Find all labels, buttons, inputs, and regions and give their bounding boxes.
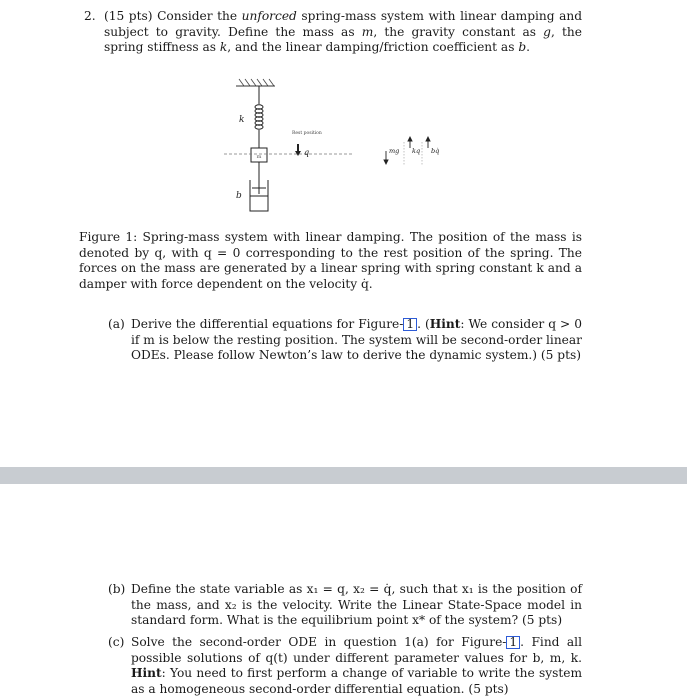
part-b-text: Define the state variable as x₁ = q, x₂ = q̇, such that x₁ is the position of the mass, and x₂ is the velocity. Write the Linear State-Space model in standard form. What is the equilibrium point x* of the system? (5 pts) [131,582,582,628]
part-c-text: Solve the second-order ODE in question 1(a) for Figure- 1 . Find all possible solutions of q(t) under different parameter values for b, m, k. Hint: You need to first perform a change of variable to write the system as a homogeneous second-order differential equation. (5 pts) [131,635,582,696]
force-kq-label: kq [412,147,421,155]
rest-position-label: Rest position [292,131,322,136]
part-a-text: Derive the differential equations for Figure- 1 . (Hint: We consider q > 0 if m is below the resting position. The system will be second-order linear ODEs. Please follow Newton’s law to derive the dynamic system.) (5 pts) [131,317,582,363]
part-c-label: (c) [108,635,125,649]
part-b-label: (b) [108,582,126,596]
page-separator [0,467,687,484]
b-label: b [236,191,242,201]
force-bqdot-label: bq̇ [431,147,440,155]
figure-ref-link-2[interactable]: 1 [506,636,520,649]
part-a-label: (a) [108,317,125,331]
k-label: k [239,115,245,125]
figure-ref-link[interactable]: 1 [403,318,417,331]
question-number: 2. [84,9,96,23]
question-text: (15 pts) Consider the unforced spring-mass system with linear damping and subject to gravity. Define the mass as m, the gravity constant as g, the spring stiffness as k, and the linear damping/friction coefficient as b. [104,9,583,55]
ceiling-hatch [239,79,274,86]
q-label: q [304,148,310,157]
spring-mass-figure [0,0,687,230]
mass-label: m [256,154,262,160]
figure-caption: Figure 1: Spring-mass system with linear damping. The position of the mass is denoted by q, with q = 0 corresponding to the rest position of the spring. The forces on the mass are generated by a linear spring with spring constant k and a damper with force dependent on the velocity q̇. [79,230,582,291]
page-2 [0,484,687,700]
damper [250,162,268,211]
force-mg-label: mg [389,147,400,155]
spring [255,86,263,148]
